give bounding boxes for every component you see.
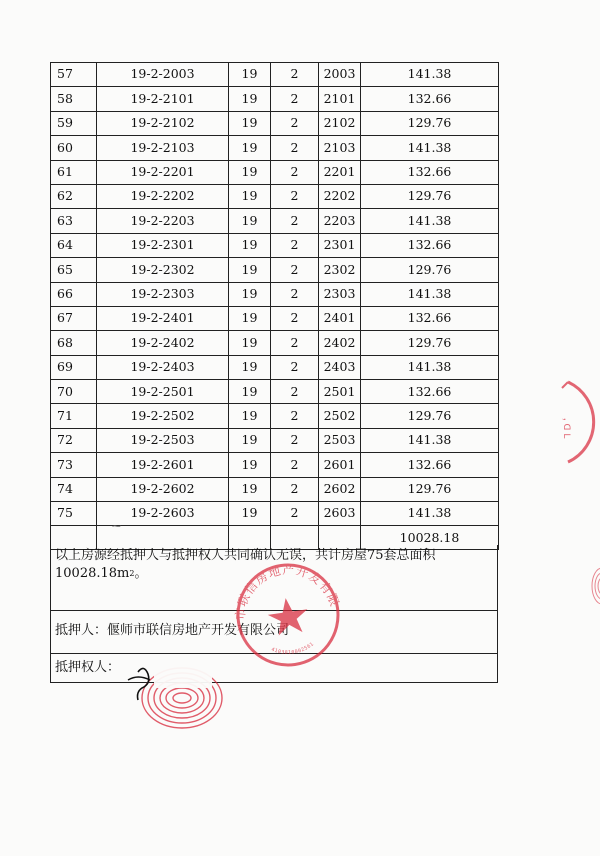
table-row bbox=[51, 428, 499, 452]
table-row bbox=[51, 306, 499, 330]
row-index: 74 bbox=[51, 477, 97, 501]
table-row bbox=[51, 282, 499, 306]
room-area: 141.38 bbox=[361, 502, 499, 526]
table-row bbox=[51, 477, 499, 501]
building-no: 19 bbox=[229, 380, 271, 404]
mortgagee-label: 抵押权人： bbox=[55, 660, 121, 675]
room-no: 2201 bbox=[319, 160, 361, 184]
room-area: 129.76 bbox=[361, 331, 499, 355]
building-no: 19 bbox=[229, 258, 271, 282]
row-index: 68 bbox=[51, 331, 97, 355]
building-no: 19 bbox=[229, 502, 271, 526]
room-code: 19-2-2102 bbox=[97, 111, 229, 135]
building-no: 19 bbox=[229, 184, 271, 208]
row-index: 59 bbox=[51, 111, 97, 135]
statement-unit-sup: 2 bbox=[129, 569, 135, 578]
table-row bbox=[51, 258, 499, 282]
table-row bbox=[51, 63, 499, 87]
building-no: 19 bbox=[229, 87, 271, 111]
row-index: 69 bbox=[51, 355, 97, 379]
unit-no: 2 bbox=[271, 428, 319, 452]
row-index: 57 bbox=[51, 63, 97, 87]
building-no: 19 bbox=[229, 331, 271, 355]
edge-fingerprint bbox=[572, 560, 600, 612]
unit-no: 2 bbox=[271, 184, 319, 208]
room-code: 19-2-2403 bbox=[97, 355, 229, 379]
svg-text:4103810002561 bbox=[270, 641, 317, 659]
table-row bbox=[51, 111, 499, 135]
building-no: 19 bbox=[229, 404, 271, 428]
seal-arc-text: 偃师市联信房地产开发有限公司 bbox=[233, 562, 342, 621]
room-code: 19-2-2402 bbox=[97, 331, 229, 355]
row-index: 58 bbox=[51, 87, 97, 111]
room-code: 19-2-2202 bbox=[97, 184, 229, 208]
property-table-body bbox=[51, 63, 499, 526]
table-row bbox=[51, 331, 499, 355]
row-index: 71 bbox=[51, 404, 97, 428]
partial-seal-right bbox=[548, 378, 600, 466]
row-index: 65 bbox=[51, 258, 97, 282]
table-row bbox=[51, 233, 499, 257]
unit-no: 2 bbox=[271, 306, 319, 330]
room-code: 19-2-2401 bbox=[97, 306, 229, 330]
room-no: 2401 bbox=[319, 306, 361, 330]
room-area: 129.76 bbox=[361, 184, 499, 208]
row-index: 75 bbox=[51, 502, 97, 526]
room-area: 129.76 bbox=[361, 404, 499, 428]
unit-no: 2 bbox=[271, 111, 319, 135]
table-row bbox=[51, 453, 499, 477]
mortgagor-label: 抵押人： bbox=[55, 623, 108, 638]
room-no: 2102 bbox=[319, 111, 361, 135]
row-index: 61 bbox=[51, 160, 97, 184]
scratch-mark: ⁓ bbox=[112, 522, 121, 532]
building-no: 19 bbox=[229, 282, 271, 306]
mortgagor-name: 偃师市联信房地产开发有限公司 bbox=[107, 623, 290, 638]
building-no: 19 bbox=[229, 477, 271, 501]
room-code: 19-2-2602 bbox=[97, 477, 229, 501]
building-no: 19 bbox=[229, 209, 271, 233]
row-index: 67 bbox=[51, 306, 97, 330]
table-row bbox=[51, 404, 499, 428]
room-area: 132.66 bbox=[361, 233, 499, 257]
row-index: 70 bbox=[51, 380, 97, 404]
row-index: 72 bbox=[51, 428, 97, 452]
room-no: 2103 bbox=[319, 136, 361, 160]
svg-text:ꓹ ꓷ ꓡ: ꓹ ꓷ ꓡ bbox=[561, 418, 571, 439]
unit-no: 2 bbox=[271, 233, 319, 257]
room-code: 19-2-2301 bbox=[97, 233, 229, 257]
room-area: 132.66 bbox=[361, 306, 499, 330]
building-no: 19 bbox=[229, 63, 271, 87]
room-no: 2603 bbox=[319, 502, 361, 526]
row-index: 63 bbox=[51, 209, 97, 233]
room-area: 141.38 bbox=[361, 282, 499, 306]
room-no: 2303 bbox=[319, 282, 361, 306]
row-index: 60 bbox=[51, 136, 97, 160]
room-area: 141.38 bbox=[361, 355, 499, 379]
seal-star-icon bbox=[266, 595, 311, 636]
thumbprint-signature bbox=[120, 650, 230, 740]
room-area: 141.38 bbox=[361, 136, 499, 160]
table-row bbox=[51, 87, 499, 111]
row-index: 66 bbox=[51, 282, 97, 306]
room-code: 19-2-2302 bbox=[97, 258, 229, 282]
unit-no: 2 bbox=[271, 355, 319, 379]
room-area: 132.66 bbox=[361, 87, 499, 111]
room-code: 19-2-2603 bbox=[97, 502, 229, 526]
room-code: 19-2-2203 bbox=[97, 209, 229, 233]
table-row bbox=[51, 209, 499, 233]
room-no: 2601 bbox=[319, 453, 361, 477]
room-no: 2202 bbox=[319, 184, 361, 208]
room-area: 132.66 bbox=[361, 380, 499, 404]
room-no: 2203 bbox=[319, 209, 361, 233]
unit-no: 2 bbox=[271, 282, 319, 306]
room-area: 141.38 bbox=[361, 428, 499, 452]
room-code: 19-2-2502 bbox=[97, 404, 229, 428]
room-code: 19-2-2201 bbox=[97, 160, 229, 184]
table-row bbox=[51, 380, 499, 404]
building-no: 19 bbox=[229, 453, 271, 477]
unit-no: 2 bbox=[271, 136, 319, 160]
room-no: 2502 bbox=[319, 404, 361, 428]
building-no: 19 bbox=[229, 428, 271, 452]
room-no: 2403 bbox=[319, 355, 361, 379]
room-area: 132.66 bbox=[361, 453, 499, 477]
unit-no: 2 bbox=[271, 258, 319, 282]
table-row bbox=[51, 160, 499, 184]
row-index: 64 bbox=[51, 233, 97, 257]
table-row bbox=[51, 184, 499, 208]
building-no: 19 bbox=[229, 233, 271, 257]
company-seal-stamp bbox=[228, 560, 348, 670]
room-code: 19-2-2501 bbox=[97, 380, 229, 404]
unit-no: 2 bbox=[271, 477, 319, 501]
room-area: 132.66 bbox=[361, 160, 499, 184]
room-code: 19-2-2601 bbox=[97, 453, 229, 477]
room-no: 2602 bbox=[319, 477, 361, 501]
room-no: 2003 bbox=[319, 63, 361, 87]
unit-no: 2 bbox=[271, 63, 319, 87]
room-code: 19-2-2003 bbox=[97, 63, 229, 87]
room-no: 2101 bbox=[319, 87, 361, 111]
room-code: 19-2-2503 bbox=[97, 428, 229, 452]
table-row bbox=[51, 355, 499, 379]
building-no: 19 bbox=[229, 160, 271, 184]
unit-no: 2 bbox=[271, 87, 319, 111]
room-no: 2503 bbox=[319, 428, 361, 452]
statement-line1: 以上房源经抵押人与抵押权人共同确认无误，共计房屋75套总面积 bbox=[55, 548, 436, 563]
unit-no: 2 bbox=[271, 160, 319, 184]
building-no: 19 bbox=[229, 136, 271, 160]
row-index: 62 bbox=[51, 184, 97, 208]
unit-no: 2 bbox=[271, 404, 319, 428]
room-code: 19-2-2103 bbox=[97, 136, 229, 160]
unit-no: 2 bbox=[271, 453, 319, 477]
statement-end: 。 bbox=[134, 566, 148, 581]
building-no: 19 bbox=[229, 306, 271, 330]
room-no: 2402 bbox=[319, 331, 361, 355]
unit-no: 2 bbox=[271, 380, 319, 404]
room-no: 2301 bbox=[319, 233, 361, 257]
unit-no: 2 bbox=[271, 209, 319, 233]
room-area: 129.76 bbox=[361, 111, 499, 135]
total-area: 10028.18 bbox=[361, 526, 499, 550]
table-row bbox=[51, 136, 499, 160]
row-index: 73 bbox=[51, 453, 97, 477]
room-area: 129.76 bbox=[361, 477, 499, 501]
room-area: 129.76 bbox=[361, 258, 499, 282]
building-no: 19 bbox=[229, 355, 271, 379]
unit-no: 2 bbox=[271, 331, 319, 355]
seal-code: 4103810002561 bbox=[270, 641, 316, 657]
room-area: 141.38 bbox=[361, 63, 499, 87]
room-no: 2302 bbox=[319, 258, 361, 282]
room-code: 19-2-2101 bbox=[97, 87, 229, 111]
room-no: 2501 bbox=[319, 380, 361, 404]
statement-total: 10028.18m bbox=[55, 566, 130, 581]
room-area: 141.38 bbox=[361, 209, 499, 233]
room-code: 19-2-2303 bbox=[97, 282, 229, 306]
unit-no: 2 bbox=[271, 502, 319, 526]
building-no: 19 bbox=[229, 111, 271, 135]
property-table bbox=[50, 62, 499, 550]
